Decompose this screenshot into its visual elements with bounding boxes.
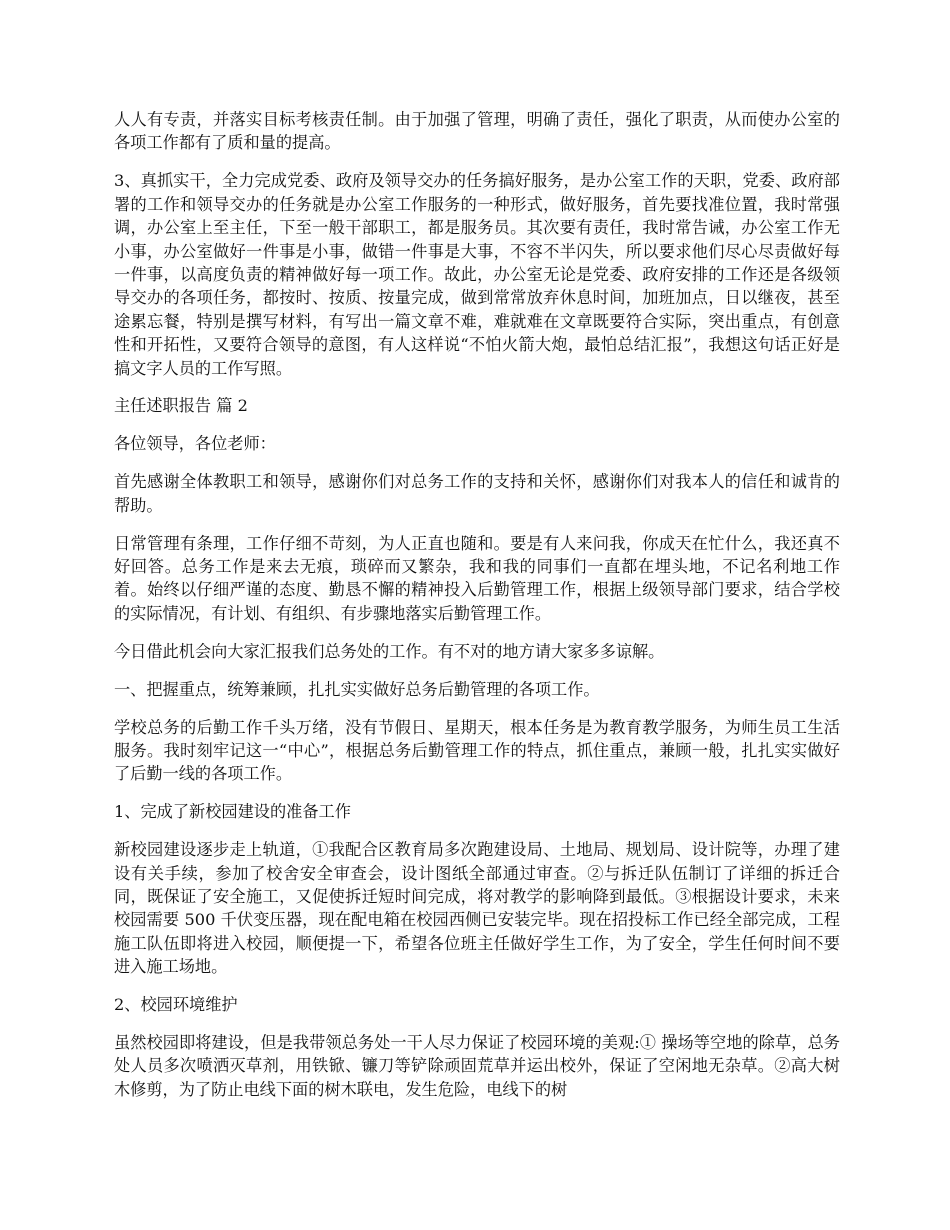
paragraph-service-work: 3、真抓实干，全力完成党委、政府及领导交办的任务搞好服务，是办公室工作的天职，党委、政府部署的工作和领导交办的任务就是办公室工作服务的一种形式，做好服务，首先要找准位置，我时常强调，办公室上至主任，下至一般干部职工，都是服务员。其次要有责任，我时常告诫，办公室工作无小事，办公室做好一件事是小事，做错一件事是大事，不容不半闪失，所以要求他们尽心尽责做好每一件事，以高度负责的精神做好每一项工作。故此，办公室无论是党委、政府安排的工作还是各级领导交办的各项任务，都按时、按质、按量完成，做到常常放弃休息时间，加班加点，日以继夜，甚至途累忘餐，特别是撰写材料，有写出一篇文章不难，难就难在文章既要符合实际，突出重点，有创意性和开拓性，又要符合领导的意图，有人这样说“不怕火箭大炮，最怕总结汇报”，我想这句话正好是搞文字人员的工作写照。	[114, 171, 840, 378]
paragraph-responsibility-summary: 人人有专责，并落实目标考核责任制。由于加强了管理，明确了责任，强化了职责，从而使办公室的各项工作都有了质和量的提高。	[114, 110, 840, 153]
heading-new-campus: 1、完成了新校园建设的准备工作	[114, 802, 351, 822]
document-body	[114, 108, 840, 1116]
paragraph-daily-management: 日常管理有条理，工作仔细不苛刻，为人正直也随和。要是有人来问我，你成天在忙什么，我还真不好回答。总务工作是来去无痕，琐碎而又繁杂，我和我的同事们一直都在埋头地，不记名利地工作着。始终以仔细严谨的态度、勤恳不懈的精神投入后勤管理工作，根据上级领导部门要求，结合学校的实际情况，有计划、有组织、有步骤地落实后勤管理工作。	[114, 533, 840, 623]
paragraph-thanks: 首先感谢全体教职工和领导，感谢你们对总务工作的支持和关怀，感谢你们对我本人的信任和诚肯的帮助。	[114, 472, 840, 515]
paragraph-report-intro: 今日借此机会向大家汇报我们总务处的工作。有不对的地方请大家多多谅解。	[114, 641, 665, 661]
paragraph-logistics-overview: 学校总务的后勤工作千头万绪，没有节假日、星期天，根本任务是为教育教学服务，为师生员工生活服务。我时刻牢记这一“中心”，根据总务后勤管理工作的特点，抓住重点，兼顾一般，扎扎实实做好了后勤一线的各项工作。	[114, 717, 840, 784]
salutation: 各位领导，各位老师：	[114, 434, 276, 454]
heading-part-one: 一、把握重点，统筹兼顾，扎扎实实做好总务后勤管理的各项工作。	[114, 679, 600, 699]
paragraph-campus-environment: 虽然校园即将建设，但是我带领总务处一干人尽力保证了校园环境的美观:① 操场等空地的除草，总务处人员多次喷洒灭草剂，用铁锨、镰刀等铲除顽固荒草并运出校外，保证了空闲地无杂草。②高大树木修剪，为了防止电线下面的树木联电，发生危险，电线下的树	[114, 1033, 840, 1099]
paragraph-new-campus-details: 新校园建设逐步走上轨道，①我配合区教育局多次跑建设局、土地局、规划局、设计院等，办理了建设有关手续，参加了校舍安全审查会，设计图纸全部通过审查。②与拆迁队伍制订了详细的拆迁合同，既保证了安全施工，又促使拆迁短时间完成，将对教学的影响降到最低。③根据设计要求，未来校园需要 500 千伏变压器，现在配电箱在校园西侧已安装完毕。现在招投标工作已经全部完成，工程施工队伍即将进入校园，顺便提一下，希望各位班主任做好学生工作，为了安全，学生任何时间不要进入施工场地。	[114, 840, 840, 977]
heading-campus-environment: 2、校园环境维护	[114, 995, 238, 1015]
section-heading-report-2: 主任述职报告 篇 2	[114, 396, 248, 416]
